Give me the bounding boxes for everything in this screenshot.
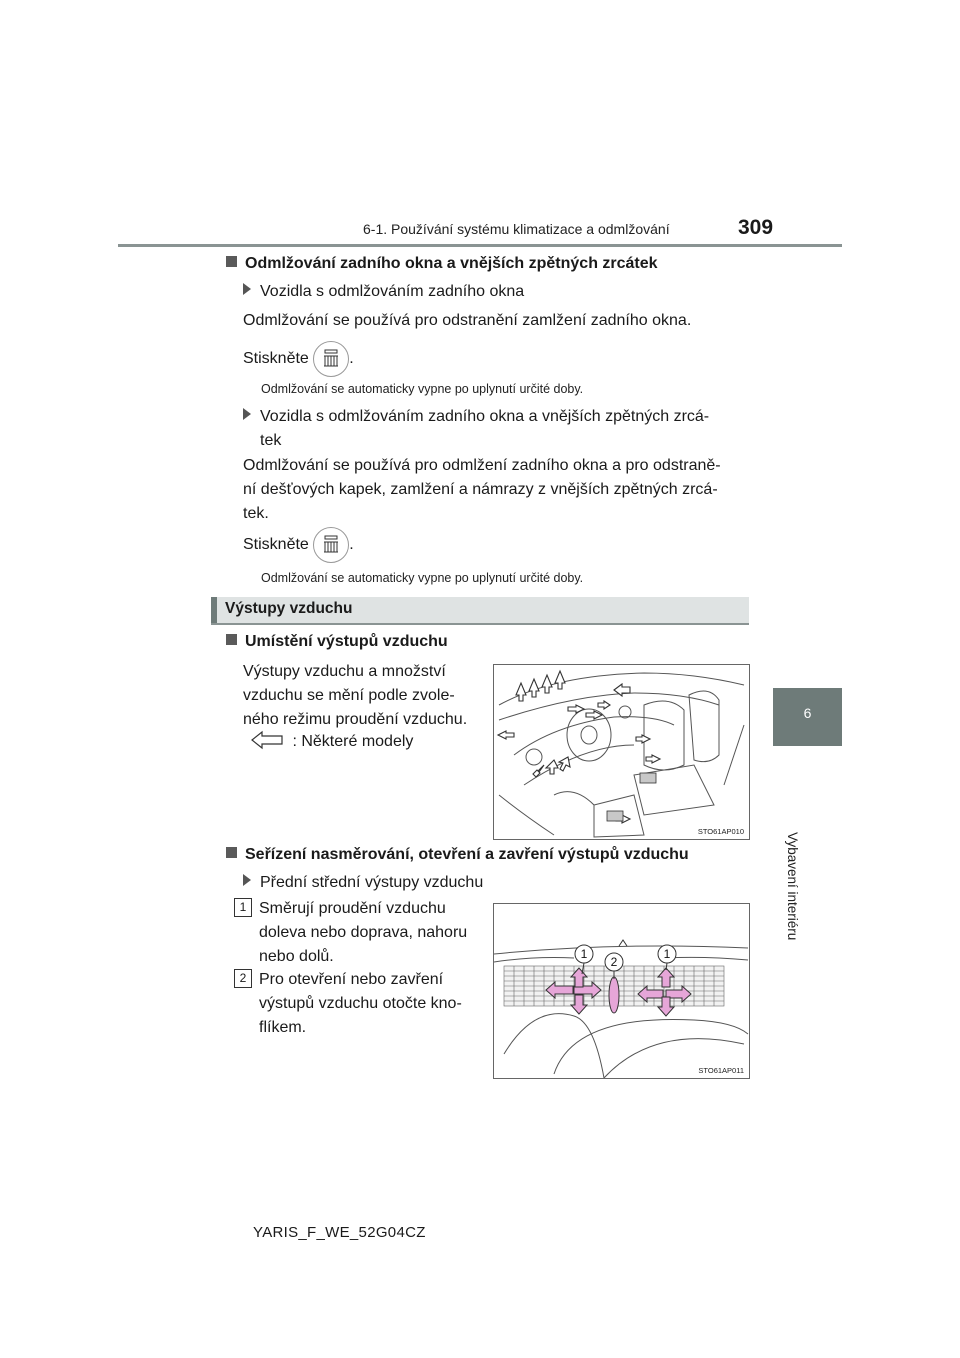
page-number: 309: [738, 216, 774, 239]
callout-1-left: 1: [580, 947, 588, 961]
item-number: 2: [234, 969, 252, 988]
square-bullet-icon: [226, 256, 237, 267]
legend-arrow-icon: [250, 730, 284, 750]
rear-defogger-button-icon: [313, 341, 349, 377]
cabin-illustration: [494, 665, 749, 839]
square-bullet-icon: [226, 847, 237, 858]
figure-air-outlets-location: [493, 664, 750, 840]
mirror-defogger-button-icon: [313, 527, 349, 563]
item-line: Pro otevření nebo zavření: [259, 971, 444, 988]
item-description-2: [259, 968, 479, 1040]
figure-code: STO61AP011: [698, 1066, 744, 1075]
variant-label-2: [243, 405, 749, 453]
press-instruction: [243, 525, 354, 565]
note: Odmlžování se automaticky vypne po uplynutí určité doby.: [261, 571, 584, 585]
item-line: nebo dolů.: [259, 948, 334, 965]
center-vents-illustration: [494, 904, 749, 1078]
heading-text: Odmlžování zadního okna a vnějších zpětných zrcátek: [245, 255, 658, 272]
section-title-bar: [211, 597, 749, 625]
item-line: doleva nebo doprava, nahoru: [259, 924, 468, 941]
item-number-2: [234, 969, 252, 988]
press-prefix: Stiskněte: [243, 350, 309, 367]
variant-label-text: Vozidla s odmlžováním zadního okna: [260, 283, 525, 300]
paragraph: Odmlžování se používá pro odstranění zamlžení zadního okna.: [243, 312, 692, 329]
variant-label-line: Vozidla s odmlžováním zadního okna a vnějších zpětných zrcá-: [260, 408, 710, 425]
legend: [250, 730, 413, 754]
chapter-label: Vybavení interiéru: [785, 832, 800, 941]
heading-text: Umístění výstupů vzduchu: [245, 633, 448, 650]
paragraph-line: Odmlžování se používá pro odmlžení zadního okna a pro odstraně-: [243, 457, 721, 474]
paragraph-line: tek.: [243, 505, 269, 522]
triangle-bullet-icon: [243, 874, 251, 886]
section-heading-vent-adjust: [226, 846, 689, 864]
paragraph-line: Výstupy vzduchu a množství: [243, 663, 446, 680]
section-title: Výstupy vzduchu: [225, 600, 353, 617]
section-heading-defog: [226, 255, 658, 273]
figure-code: STO61AP010: [697, 827, 744, 836]
square-bullet-icon: [226, 634, 237, 645]
item-line: Směrují proudění vzduchu: [259, 900, 446, 917]
press-suffix: .: [349, 536, 354, 553]
press-instruction: [243, 339, 354, 379]
item-line: výstupů vzduchu otočte kno-: [259, 995, 462, 1012]
running-header: 6-1. Používání systému klimatizace a odmlžování: [363, 221, 670, 237]
paragraph-line: ní dešťových kapek, zamlžení a námrazy z vnějších zpětných zrcá-: [243, 481, 718, 498]
item-number: 1: [234, 898, 252, 917]
figure-center-vents: [493, 903, 750, 1079]
paragraph: [243, 454, 749, 526]
press-prefix: Stiskněte: [243, 536, 309, 553]
item-description-1: [259, 897, 479, 969]
item-number-1: [234, 898, 252, 917]
paragraph-line: ného režimu proudění vzduchu.: [243, 711, 468, 728]
variant-label-1: [243, 280, 524, 304]
press-suffix: .: [349, 350, 354, 367]
note: Odmlžování se automaticky vypne po uplynutí určité doby.: [261, 382, 584, 396]
sub-label-text: Přední střední výstupy vzduchu: [260, 874, 484, 891]
callout-1-right: 1: [663, 947, 671, 961]
document-id: YARIS_F_WE_52G04CZ: [253, 1224, 426, 1241]
legend-text: : Některé modely: [292, 733, 414, 750]
heading-text: Seřízení nasměrování, otevření a zavření výstupů vzduchu: [245, 846, 689, 863]
variant-label-line: tek: [260, 432, 282, 449]
triangle-bullet-icon: [243, 408, 251, 420]
section-heading-vent-location: [226, 633, 448, 651]
triangle-bullet-icon: [243, 283, 251, 295]
sub-label: [243, 871, 483, 895]
item-line: flíkem.: [259, 1019, 307, 1036]
callout-2: 2: [610, 955, 618, 969]
header-rule: [118, 244, 842, 247]
paragraph: [243, 660, 478, 732]
chapter-number: 6: [803, 705, 812, 721]
title-bar-accent: [211, 597, 217, 623]
paragraph-line: vzduchu se mění podle zvole-: [243, 687, 455, 704]
